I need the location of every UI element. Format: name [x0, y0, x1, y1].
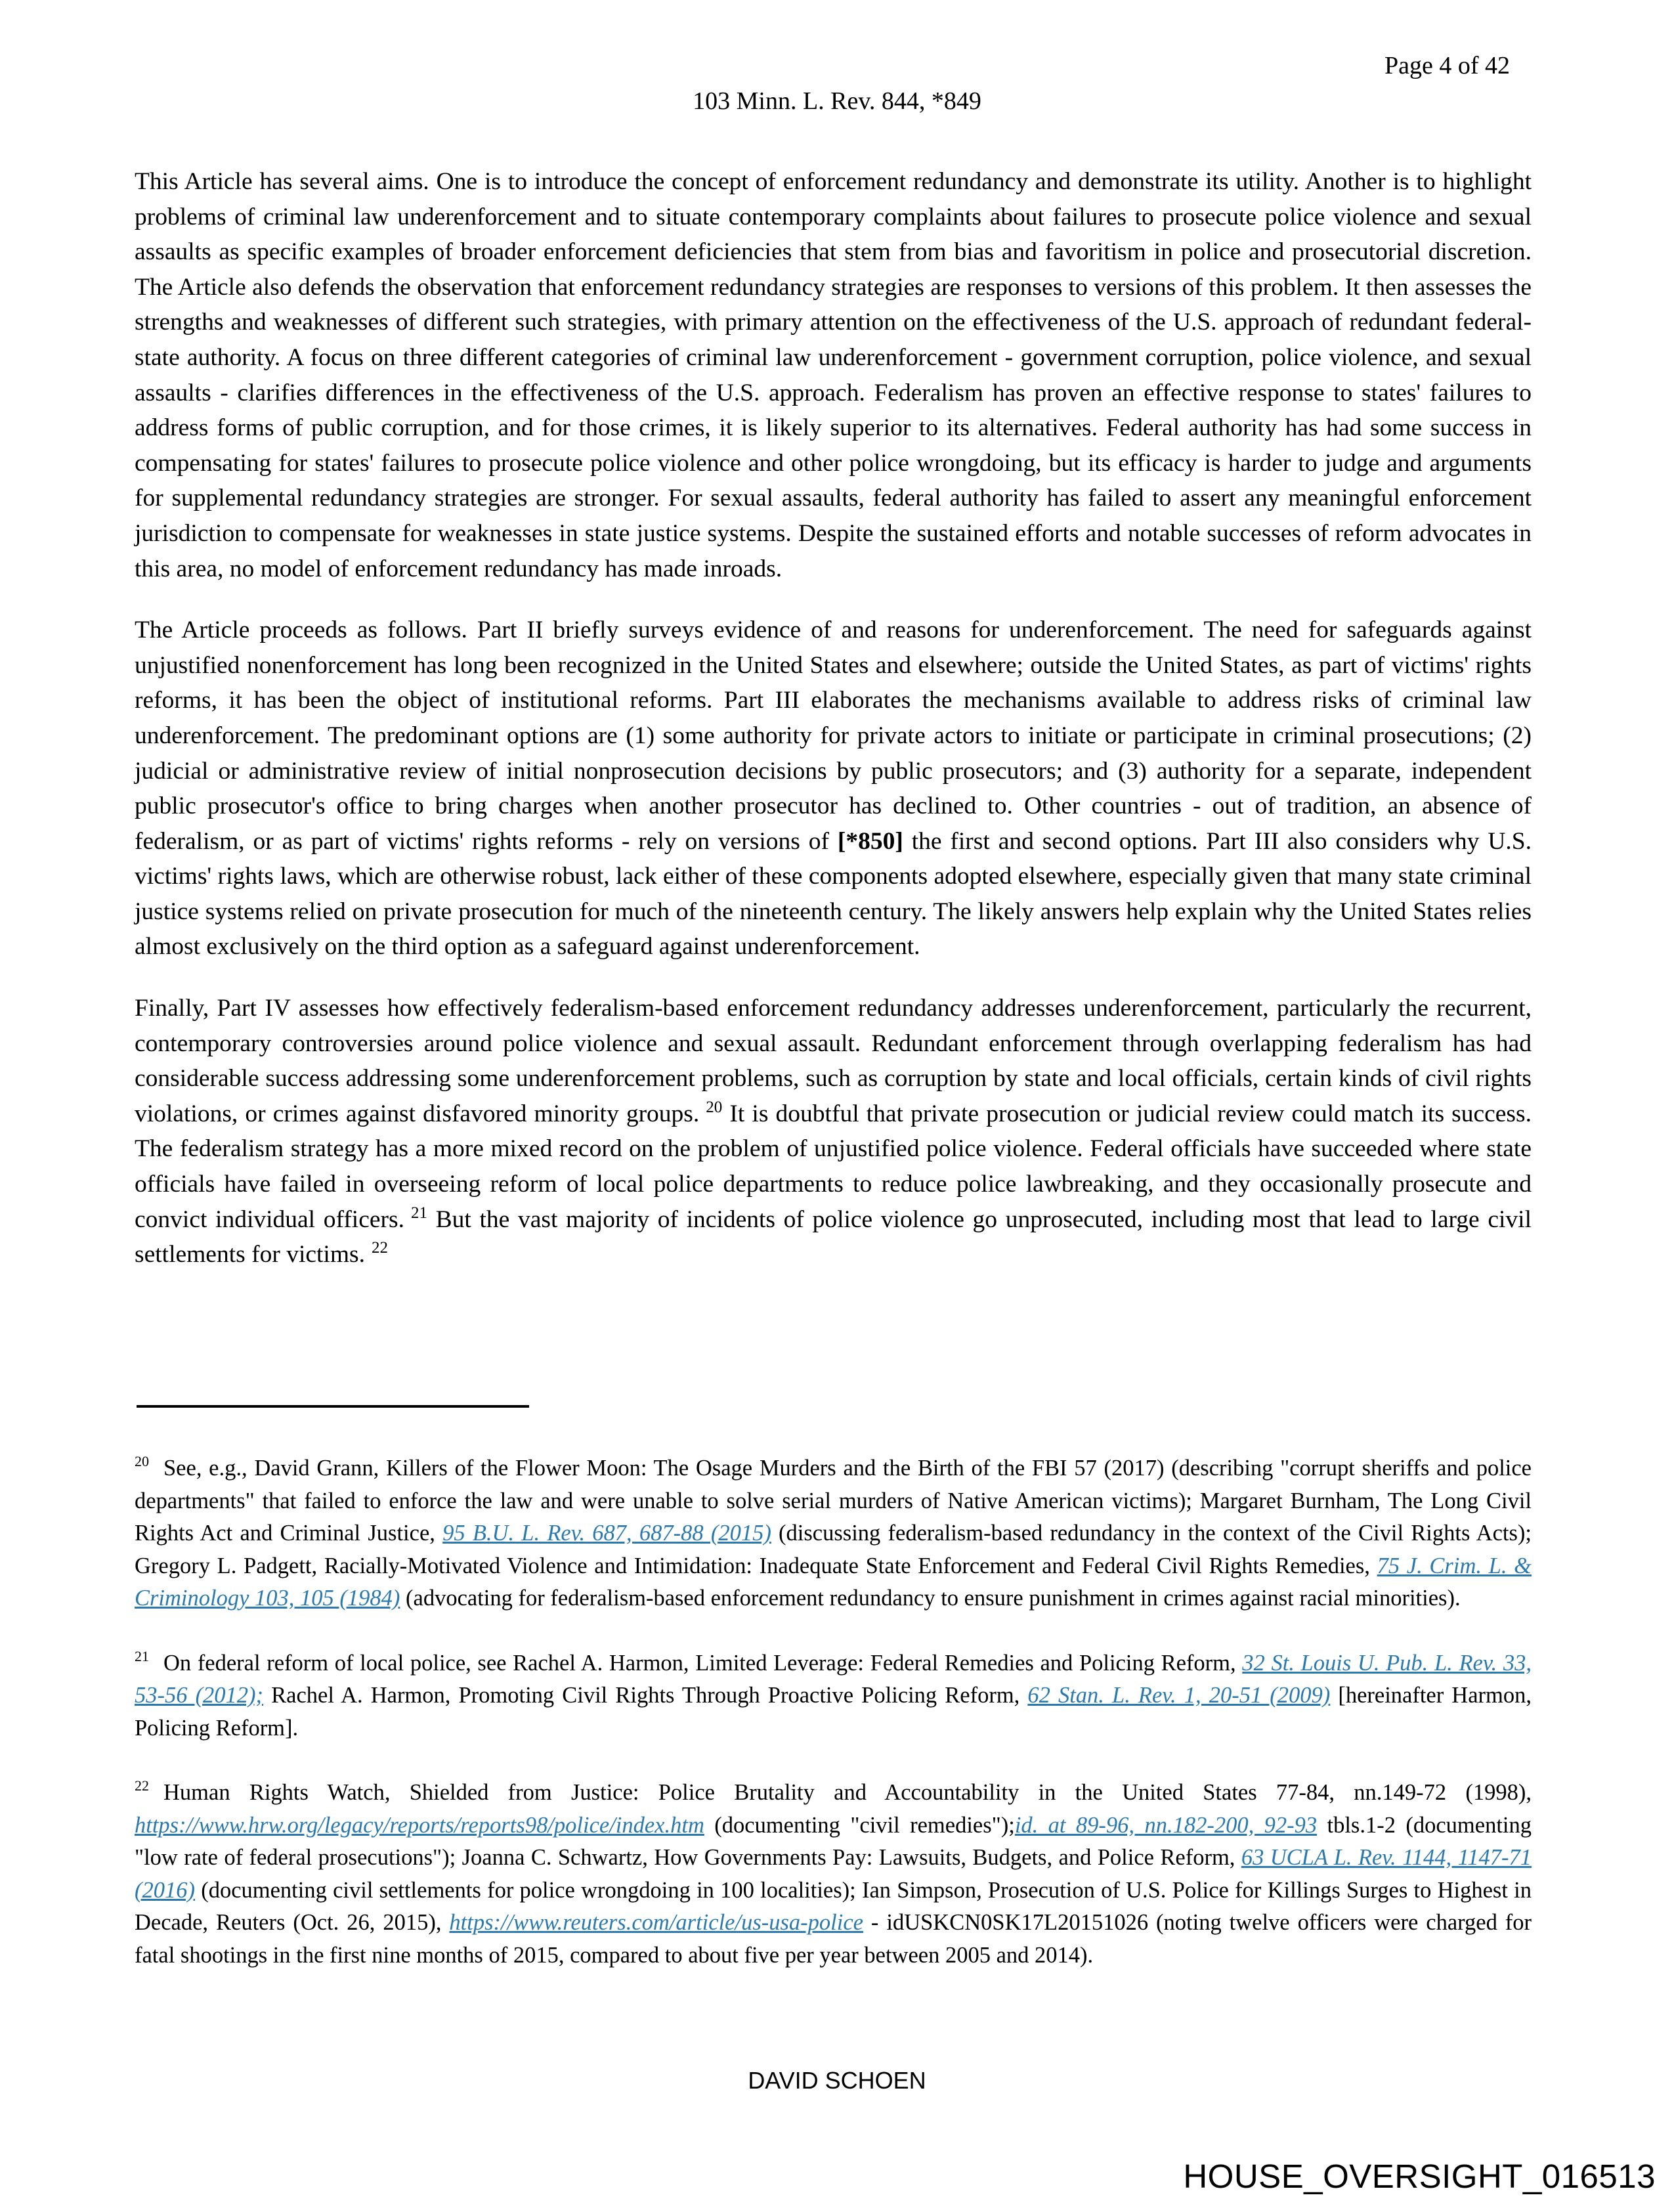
- footnote-text: (discussing federalism-based redundancy in the context of the Civil Rights Acts); Gregory L. Padgett, Racially-Motivated Violence and Intimidation: Inadequate State Enforcement and Federal Civil Rights Remedies,: [135, 1521, 1532, 1578]
- paragraph-text: Finally, Part IV assesses how effectively federalism-based enforcement redundancy addresses underenforcement, particularly the recurrent, contemporary controversies around police violence and sexual assault. Redundant enforcement through overlapping federalism has had considerable success addressing some underenforcement problems, such as corruption by state and local officials, certain kinds of civil rights violations, or crimes against disfavored minority groups.: [135, 995, 1532, 1127]
- url-link[interactable]: https://www.hrw.org/legacy/reports/reports98/police/index.htm: [135, 1812, 704, 1838]
- paragraph-roadmap: [135, 613, 1532, 965]
- footnote-text: [hereinafter Harmon, Policing Reform].: [135, 1683, 1532, 1741]
- footnote-number: 21: [135, 1647, 149, 1664]
- citation-link[interactable]: 62 Stan. L. Rev. 1, 20-51 (2009): [1027, 1683, 1331, 1708]
- paragraph-text: This Article has several aims. One is to introduce the concept of enforcement redundancy and demonstrate its utility. Another is to highlight problems of criminal law underenforcement and to situate contemporary complaints about failures to prosecute police violence and sexual assaults as specific examples of broader enforcement deficiencies that stem from bias and favoritism in police and prosecutorial discretion. The Article also defends the observation that enforcement redundancy strategies are responses to versions of this problem. It then assesses the strengths and weaknesses of different such strategies, with primary attention on the effectiveness of the U.S. approach of redundant federal-state authority. A focus on three different categories of criminal law underenforcement - government corruption, police violence, and sexual assaults - clarifies differences in the effectiveness of the U.S. approach. Federalism has proven an effective response to states' failures to address forms of public corruption, and for those crimes, it is likely superior to its alternatives. Federal authority has had some success in compensating for states' failures to prosecute police violence and other police wrongdoing, but its efficacy is harder to judge and arguments for supplemental redundancy strategies are stronger. For sexual assaults, federal authority has failed to assert any meaningful enforcement jurisdiction to compensate for weaknesses in state justice systems. Despite the sustained efforts and notable successes of reform advocates in this area, no model of enforcement redundancy has made inroads.: [135, 168, 1532, 582]
- footnote-text: On federal reform of local police, see Rachel A. Harmon, Limited Leverage: Federal Remedies and Policing Reform,: [163, 1650, 1243, 1676]
- paragraph-text: But the vast majority of incidents of police violence go unprosecuted, including most that lead to large civil settlements for victims.: [135, 1205, 1532, 1269]
- footnote-text: Rachel A. Harmon, Promoting Civil Rights Through Proactive Policing Reform,: [263, 1683, 1028, 1708]
- footnote-text: See, e.g., David Grann, Killers of the Flower Moon: The Osage Murders and the Birth of the FBI 57 (2017) (describing "corrupt sheriffs and police departments" that failed to enforce the law and were unable to solve serial murders of Native American victims); Margaret Burnham, The Long Civil Rights Act and Criminal Justice,: [135, 1456, 1532, 1546]
- citation-link[interactable]: 32 St. Louis U. Pub. L. Rev. 33, 53-56 (2012);: [135, 1650, 1532, 1708]
- footnote-text: (advocating for federalism-based enforcement redundancy to ensure punishment in crimes against racial minorities).: [400, 1586, 1461, 1611]
- page-indicator: Page 4 of 42: [1384, 52, 1510, 79]
- running-head-citation: 103 Minn. L. Rev. 844, *849: [693, 87, 981, 115]
- citation-link[interactable]: 75 J. Crim. L. & Criminology 103, 105 (1984): [135, 1553, 1532, 1611]
- footnote-number: 22: [135, 1777, 149, 1794]
- footnote-text: (documenting "civil remedies");: [704, 1812, 1015, 1838]
- paragraph-aims: [135, 164, 1532, 586]
- bates-number: HOUSE_OVERSIGHT_016513: [1183, 2158, 1656, 2195]
- paragraph-text: the first and second options. Part III also considers why U.S. victims' rights laws, which are otherwise robust, lack either of these components adopted elsewhere, especially given that many state criminal justice systems relied on private prosecution for much of the nineteenth century. The likely answers help explain why the United States relies almost exclusively on the third option as a safeguard against underenforcement.: [135, 827, 1532, 961]
- footnote-22: [135, 1777, 1532, 1972]
- footnote-text: - idUSKCN0SK17L20151026 (noting twelve officers were charged for fatal shootings in the first nine months of 2015, compared to about five per year between 2005 and 2014).: [135, 1910, 1532, 1968]
- citation-link[interactable]: 63 UCLA L. Rev. 1144, 1147-71 (2016): [135, 1845, 1532, 1903]
- citation-link[interactable]: 95 B.U. L. Rev. 687, 687-88 (2015): [442, 1521, 771, 1546]
- url-link[interactable]: https://www.reuters.com/article/us-usa-police: [449, 1910, 863, 1935]
- footnote-text: tbls.1-2 (documenting "low rate of federal prosecutions"); Joanna C. Schwartz, How Governments Pay: Lawsuits, Budgets, and Police Reform,: [135, 1812, 1532, 1870]
- footnote-20: [135, 1452, 1532, 1615]
- footnote-ref-21[interactable]: 21: [410, 1204, 427, 1222]
- footer-author-name: DAVID SCHOEN: [748, 2067, 926, 2094]
- footnote-separator: [137, 1405, 529, 1408]
- footnote-ref-22[interactable]: 22: [371, 1239, 388, 1257]
- article-body: [135, 164, 1532, 1299]
- paragraph-text: It is doubtful that private prosecution or judicial review could match its success. The federalism strategy has a more mixed record on the problem of unjustified police violence. Federal officials have succeeded where state officials have failed in overseeing reform of local police departments to reduce police lawbreaking, and they occasionally prosecute and convict individual officers.: [135, 1100, 1532, 1233]
- footnote-text: (documenting civil settlements for police wrongdoing in 100 localities); Ian Simpson, Prosecution of U.S. Police for Killings Surges to Highest in Decade, Reuters (Oct. 26, 2015),: [135, 1877, 1532, 1935]
- footnote-number: 20: [135, 1453, 149, 1469]
- footnote-text: Human Rights Watch, Shielded from Justice: Police Brutality and Accountability in the United States 77-84, nn.149-72 (1998),: [163, 1780, 1532, 1805]
- citation-link[interactable]: id. at 89-96, nn.182-200, 92-93: [1014, 1812, 1318, 1838]
- footnote-ref-20[interactable]: 20: [706, 1098, 723, 1116]
- star-page-pin-cite: [*850]: [837, 827, 903, 855]
- footnote-21: [135, 1647, 1532, 1745]
- paragraph-part-iv: [135, 991, 1532, 1272]
- footnotes: [135, 1452, 1532, 2004]
- paragraph-text: The Article proceeds as follows. Part II briefly surveys evidence of and reasons for underenforcement. The need for safeguards against unjustified nonenforcement has long been recognized in the United States and elsewhere; outside the United States, as part of victims' rights reforms, it has been the object of institutional reforms. Part III elaborates the mechanisms available to address risks of criminal law underenforcement. The predominant options are (1) some authority for private actors to initiate or participate in criminal prosecutions; (2) judicial or administrative review of initial nonprosecution decisions by public prosecutors; and (3) authority for a separate, independent public prosecutor's office to bring charges when another prosecutor has declined to. Other countries - out of tradition, an absence of federalism, or as part of victims' rights reforms - rely on versions of: [135, 617, 1532, 855]
